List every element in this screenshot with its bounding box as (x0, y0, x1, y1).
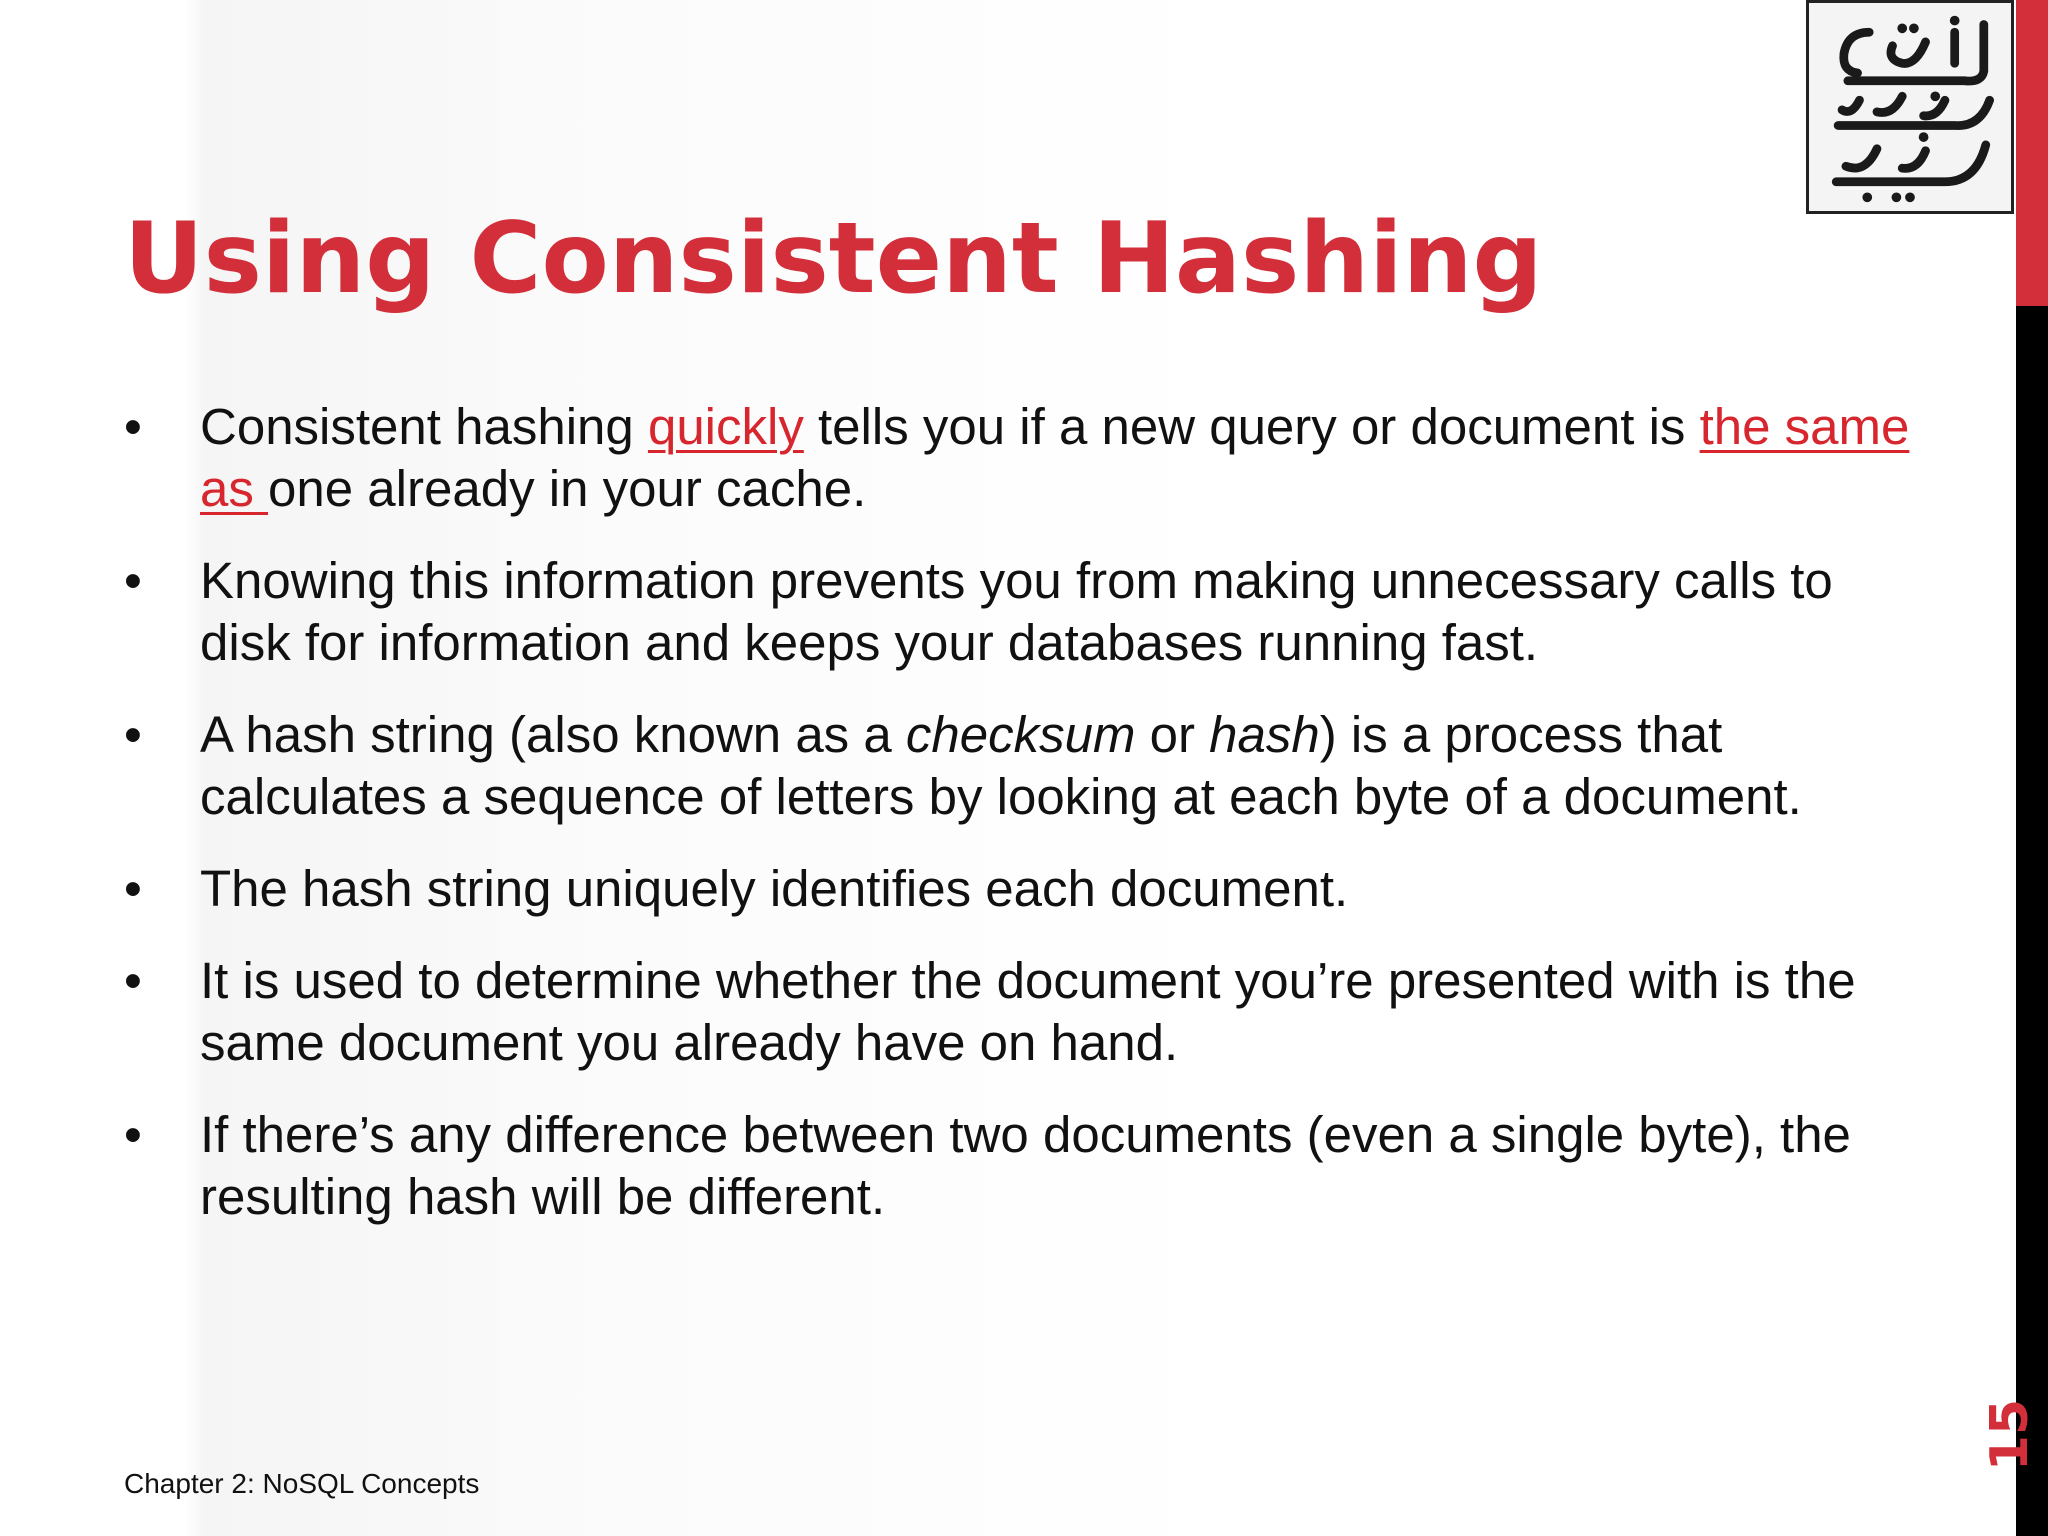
bullet-text: If there’s any difference between two documents (even a single byte), the resulting hash will be different. (200, 1106, 1851, 1225)
accent-bar-black (2016, 306, 2048, 1536)
same-as-link[interactable]: the same as (200, 398, 1910, 517)
bullet-item (124, 396, 1924, 520)
slide-footer: Chapter 2: NoSQL Concepts (124, 1468, 480, 1499)
bullet-text-segment: ) is a process that calculates a sequence of letters by looking at each byte of a document. (200, 706, 1802, 825)
bullet-text-segment: Consistent hashing (200, 398, 648, 455)
bullet-marker: • (124, 552, 142, 609)
bullet-marker: • (124, 1106, 142, 1163)
calligraphy-logo-icon (1809, 3, 2011, 211)
page-number: 15 (1980, 1398, 2040, 1472)
slide-title: Using Consistent Hashing (124, 202, 1543, 316)
bullet-text (200, 706, 1802, 825)
bullet-text: It is used to determine whether the document you’re presented with is the same document you already have on hand. (200, 952, 1856, 1071)
bullet-text-segment: one already in your cache. (268, 460, 867, 517)
quickly-link[interactable]: quickly (647, 398, 804, 455)
bullet-item (124, 704, 1924, 828)
bullet-text (200, 398, 1909, 517)
bullet-marker: • (124, 860, 142, 917)
bullet-text: Knowing this information prevents you from making unnecessary calls to disk for information and keeps your databases running fast. (200, 552, 1833, 671)
bullet-list (124, 396, 1924, 1258)
bullet-marker: • (124, 398, 142, 455)
bullet-text-segment: A hash string (also known as a (200, 706, 906, 763)
bullet-text-segment: or (1135, 706, 1210, 763)
bullet-item (124, 858, 1924, 920)
accent-bar-red (2016, 0, 2048, 306)
bullet-marker: • (124, 706, 142, 763)
hash-term: hash (1209, 706, 1320, 763)
bullet-item (124, 1104, 1924, 1228)
university-logo (1806, 0, 2014, 214)
bullet-text-segment: tells you if a new query or document is (803, 398, 1700, 455)
bullet-marker: • (124, 952, 142, 1009)
checksum-term: checksum (905, 706, 1136, 763)
bullet-text: The hash string uniquely identifies each document. (200, 860, 1349, 917)
bullet-item (124, 950, 1924, 1074)
bullet-item (124, 550, 1924, 674)
